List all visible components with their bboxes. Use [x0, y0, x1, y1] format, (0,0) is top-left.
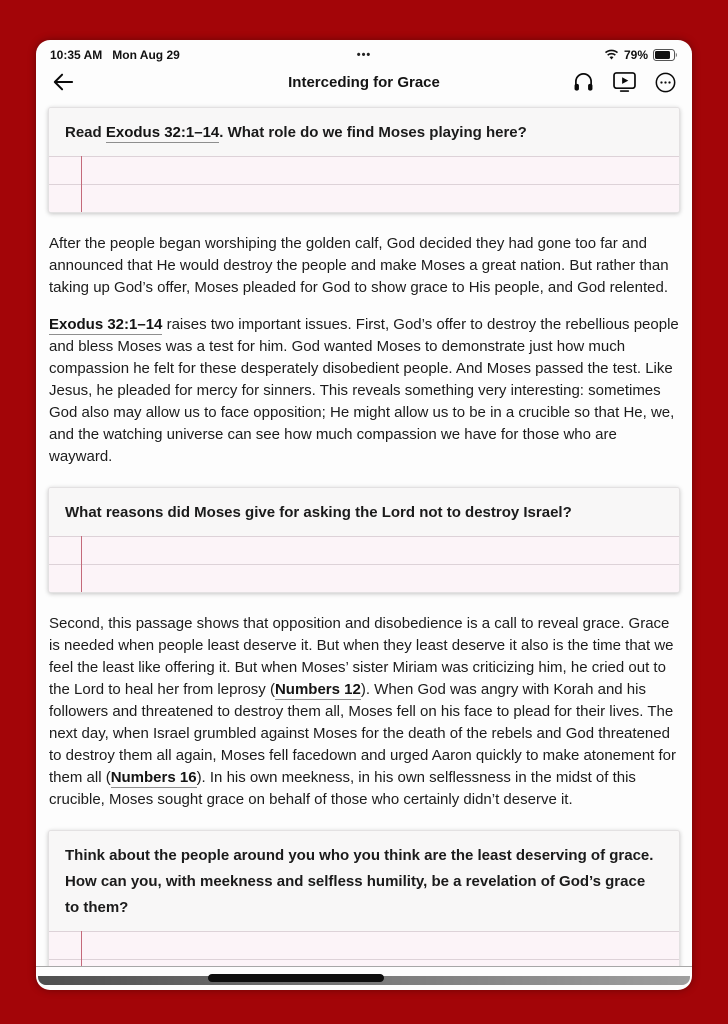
answer-note-area[interactable] — [49, 156, 679, 212]
back-arrow-icon — [52, 72, 74, 92]
text-segment: Read — [65, 124, 106, 141]
nav-actions — [573, 72, 676, 93]
text-segment: Second, this passage shows that opposition and disobedience is a call to reveal grace. Grace is needed when people least deserve it. But when they least deserve it also is the time that we feel the least like offering it. But when Moses’ sister Miriam was criticizing him, he cried out to the Lord to heal her from leprosy ( — [49, 615, 674, 698]
text-segment: ). When God was angry with Korah and his followers and threatened to destroy them all, Moses fell on his face to plead for their lives. The next day, when Israel grumbled against Moses for the death of the rebels and God threatened to destroy them all again, Moses fell facedown and urged Aaron quickly to make atonement for them all ( — [49, 681, 677, 786]
page-title: Interceding for Grace — [288, 73, 440, 91]
back-button[interactable] — [52, 72, 74, 92]
bottom-divider — [36, 966, 692, 967]
text-segment: After the people began worshiping the golden calf, God decided they had gone too far and announced that He would destroy the people and make Moses a great nation. But rather than taking up God’s offer, Moses pleaded for God to show grace to His people, and God relented. — [49, 235, 669, 296]
audio-button[interactable] — [573, 72, 594, 92]
question-text — [49, 488, 679, 536]
scripture-link[interactable]: Numbers 12 — [274, 681, 361, 698]
lesson-content[interactable] — [36, 100, 692, 967]
note-line[interactable] — [49, 931, 679, 959]
bottom-progress-track — [38, 976, 690, 985]
lesson-paragraph-2 — [48, 314, 680, 468]
nav-bar — [36, 64, 692, 100]
note-margin-rule — [81, 536, 82, 592]
video-button[interactable] — [613, 72, 636, 92]
question-card-2 — [48, 487, 680, 593]
question-text — [49, 108, 679, 156]
scripture-link[interactable]: Exodus 32:1–14 — [105, 124, 220, 141]
status-right — [604, 48, 678, 62]
battery-percent: 79% — [623, 48, 648, 62]
note-line[interactable] — [49, 184, 679, 212]
battery-icon — [653, 49, 678, 61]
answer-note-area[interactable] — [49, 536, 679, 592]
text-segment: ). In his own meekness, in his own selflessness in the midst of this crucible, Moses sought grace on behalf of those who certainly didn’t deserve it. — [49, 769, 636, 808]
wifi-icon — [604, 49, 619, 61]
lesson-paragraph-1 — [48, 233, 680, 299]
answer-note-area[interactable] — [49, 931, 679, 967]
text-segment: Think about the people around you who you think are the least deserving of grace. How can you, with meekness and selfless humility, be a revelation of God’s grace to them? — [65, 847, 654, 916]
question-text — [49, 831, 679, 931]
scripture-link[interactable]: Numbers 16 — [110, 769, 197, 786]
note-line[interactable] — [49, 536, 679, 564]
text-segment: What reasons did Moses give for asking the Lord not to destroy Israel? — [65, 504, 572, 521]
scripture-link[interactable]: Exodus 32:1–14 — [49, 316, 163, 333]
question-card-3 — [48, 830, 680, 967]
clock-date: Mon Aug 29 — [112, 48, 180, 62]
text-segment: raises two important issues. First, God’s offer to destroy the rebellious people and bless Moses was a test for him. God wanted Moses to demonstrate just how much compassion he felt for these desperately disobedient people. And Moses passed the test. Like Jesus, he pleaded for mercy for sinners. This reveals something very interesting: sometimes God also may allow us to face opposition; He might allow us to be in a crucible so that He, we, and the watching universe can see how much compassion we have for those who are wayward. — [49, 316, 679, 465]
note-margin-rule — [81, 156, 82, 212]
more-options-button[interactable] — [655, 72, 676, 93]
ellipsis-circle-icon — [655, 72, 676, 93]
question-card-1 — [48, 107, 680, 213]
home-indicator[interactable] — [208, 974, 384, 982]
headphones-icon — [573, 72, 594, 92]
status-center-dots: ••• — [356, 49, 372, 61]
status-left — [50, 48, 180, 62]
clock-time: 10:35 AM — [50, 48, 103, 62]
status-bar — [36, 40, 692, 64]
app-window — [36, 40, 692, 990]
note-margin-rule — [81, 931, 82, 967]
lesson-paragraph-3 — [48, 613, 680, 811]
text-segment: . What role do we find Moses playing here? — [219, 124, 527, 141]
note-line[interactable] — [49, 156, 679, 184]
video-player-icon — [613, 72, 636, 92]
note-line[interactable] — [49, 564, 679, 592]
